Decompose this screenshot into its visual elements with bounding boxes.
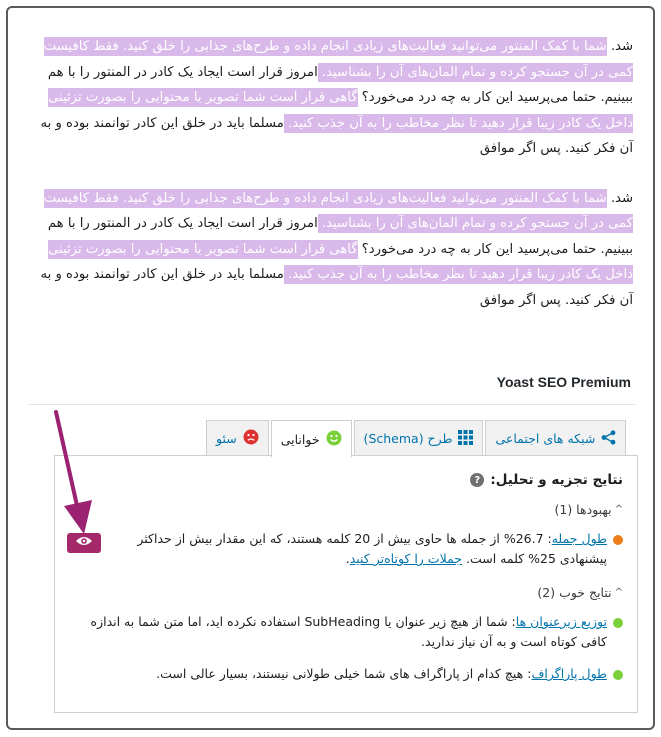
- sad-face-icon: [243, 429, 259, 448]
- result-text-end: .: [345, 551, 350, 566]
- paragraph-length-link[interactable]: طول پاراگراف: [531, 666, 607, 681]
- help-icon[interactable]: ?: [470, 473, 484, 487]
- tab-label: سئو: [216, 431, 237, 446]
- text-segment: امروز قرار است ایجاد یک کادر در المنتور را با هم ببینیم. حتما می‌پرسید این کار به چه درد می‌خورد؟: [47, 64, 633, 105]
- tab-readability[interactable]: [271, 420, 352, 457]
- text-segment: مسلما باید در خلق این کادر توانمند بوده و به آن فکر کنید. پس اگر موافق: [40, 115, 633, 156]
- tab-schema[interactable]: [354, 420, 484, 456]
- good-results-heading: نتایج خوب (2): [537, 585, 612, 600]
- section-divider: [28, 404, 635, 405]
- yoast-title: Yoast SEO Premium: [496, 374, 631, 390]
- chevron-up-icon: ^: [614, 504, 623, 515]
- tab-label: طرح (Schema): [363, 431, 453, 446]
- result-text: : شما از هیچ زیر عنوان یا SubHeading استفاده نکرده اید، اما متن شما به اندازه کافی کوتاه است و به آن نیاز ندارید.: [90, 614, 607, 649]
- text-segment: شد.: [606, 190, 633, 206]
- paragraph-2: [30, 186, 633, 314]
- text-segment: مسلما باید در خلق این کادر توانمند بوده و به آن فکر کنید. پس اگر موافق: [40, 267, 633, 308]
- screenshot-frame: [6, 6, 655, 730]
- improvements-toggle[interactable]: [69, 502, 623, 517]
- tab-label: شبکه های اجتماعی: [495, 431, 596, 446]
- text-segment: امروز قرار است ایجاد یک کادر در المنتور را با هم ببینیم. حتما می‌پرسید این کار به چه درد می‌خورد؟: [47, 216, 633, 257]
- tab-social[interactable]: [485, 420, 626, 456]
- result-subheading: [69, 612, 623, 652]
- result-text: : 26.7% از جمله ها حاوی بیش از 20 کلمه هستند، که این مقدار بیش از حداکثر پیشنهادی 25% کلمه است.: [137, 531, 607, 566]
- highlighted-text: گاهی قرار است شما تصویر یا محتوایی را بصورت تزئینی داخل یک کادر زیبا قرار دهید تا نظر مخاطب را به آن جذب کنید.: [48, 90, 633, 131]
- analysis-panel: [54, 455, 638, 713]
- status-dot-green: [613, 618, 623, 628]
- share-icon: [601, 430, 616, 448]
- paragraph-1: [30, 34, 633, 162]
- good-results-toggle[interactable]: [69, 585, 623, 600]
- highlighted-text: گاهی قرار است شما تصویر یا محتوایی را بصورت تزئینی داخل یک کادر زیبا قرار دهید تا نظر مخاطب را به آن جذب کنید.: [48, 241, 633, 282]
- tab-label: خوانایی: [280, 431, 320, 447]
- chevron-up-icon: ^: [614, 587, 623, 598]
- tab-seo[interactable]: [206, 420, 269, 456]
- editor-content[interactable]: [20, 16, 645, 396]
- highlighted-text: شما با کمک المنتور می‌توانید فعالیت‌های زیادی انجام داده و طرح‌های جذابی را خلق کنید. فقط کافیست کمی در آن جستجو کرده و تمام المان‌های آن را بشناسید.: [43, 39, 633, 80]
- sentence-length-link[interactable]: طول جمله: [551, 531, 607, 546]
- grid-icon: [458, 430, 473, 448]
- analysis-title: [69, 472, 623, 488]
- result-text: : هیچ کدام از پاراگراف های شما خیلی طولانی نیستند، بسیار عالی است.: [156, 666, 532, 681]
- shorten-sentences-link[interactable]: جملات را کوتاه‌تر کنید: [349, 551, 462, 566]
- panel-title-text: نتایج تجزیه و تحلیل:: [490, 472, 623, 488]
- text-segment: شد.: [606, 39, 633, 54]
- subheading-link[interactable]: توزیع زیرعنوان ها: [515, 614, 607, 629]
- highlighted-text: شما با کمک المنتور می‌توانید فعالیت‌های زیادی انجام داده و طرح‌های جذابی را خلق کنید. فقط کافیست کمی در آن جستجو کرده و تمام المان‌های آن را بشناسید.: [43, 190, 633, 231]
- improvements-heading: بهبودها (1): [554, 502, 612, 517]
- happy-face-icon: [326, 430, 342, 449]
- yoast-tabs: [204, 420, 632, 456]
- status-dot-green: [613, 670, 623, 680]
- result-paragraph-length: [69, 664, 623, 684]
- status-dot-orange: [613, 535, 623, 545]
- annotation-arrow-icon: [48, 410, 98, 540]
- result-sentence-length: [69, 529, 623, 569]
